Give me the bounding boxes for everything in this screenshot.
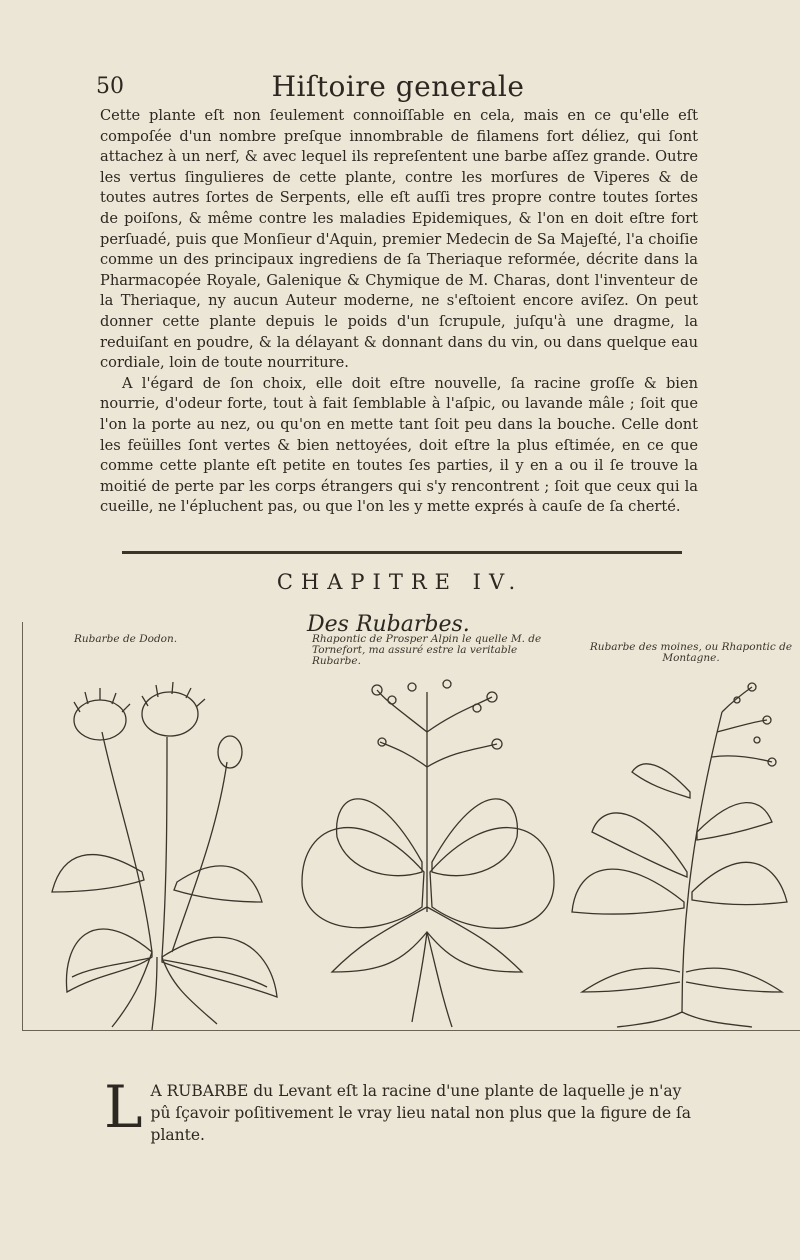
paragraph-2: A l'égard de ſon choix, elle doit eſtre nouvelle, ſa racine groſſe & bien nourrie, d'odeur forte, tout à fait ſemblable à l'aſpic, ou lavande mâle ; ſoit que l'on la porte au nez, ou qu'on en mette tant ſoit peu dans la bouche. Celle dont les feüilles ſont vertes & bien nettoyées, doit eſtre la plus eſtimée, en ce que comme cette plante eſt petite en toutes ſes parties, il y en a ou il ſe trouve la moitié de perte par les corps étrangers qui s'y rencontrent ; ſoit que ceux qui la cueille, ne l'épluchent pas, ou que l'on les y mette exprés à cauſe de ſa cherté. <box>100 374 698 516</box>
caption-middle: Rhapontic de Prosper Alpin le quelle M. de Tornefort, ma assuré estre la veritable Rubarbe. <box>312 633 542 667</box>
plant-illustration-right <box>562 672 800 1032</box>
engraving-plate <box>22 612 800 1032</box>
page-number: 50 <box>96 74 124 99</box>
caption-right: Rubarbe des moines, ou Rhapontic de Montagne. <box>589 641 793 664</box>
opening-text: A RUBARBE du Levant eſt la racine d'une plante de laquelle je n'ay pû ſçavoir poſitivement le vray lieu natal non plus que la figure de ſa plante. <box>150 1082 692 1144</box>
body-text <box>100 106 698 518</box>
plate-title: Des Rubarbes. <box>307 612 470 637</box>
section-rule <box>122 551 682 554</box>
page-header <box>96 70 700 110</box>
chapter-opening <box>104 1073 704 1146</box>
caption-left: Rubarbe de Dodon. <box>74 633 178 645</box>
plant-illustration-left <box>32 652 292 1032</box>
plant-illustration-middle <box>292 672 562 1032</box>
chapter-title: CHAPITRE IV. <box>276 570 524 594</box>
drop-cap: L <box>104 1073 143 1141</box>
paragraph-1: Cette plante eſt non ſeulement connoiſſable en cela, mais en ce qu'elle eſt compoſée d'un nombre preſque innombrable de filamens fort déliez, qui ſont attachez à un nerf, & avec lequel ils repreſentent une barbe aſſez grande. Outre les vertus ſingulieres de cette plante, contre les morſures de Viperes & de toutes autres ſortes de Serpents, elle eſt auſſi tres propre contre toutes ſortes de poiſons, & même contre les maladies Epidemiques, & l'on en doit eſtre fort perſuadé, puis que Monſieur d'Aquin, premier Medecin de Sa Majeſté, l'a choiſie comme un des principaux ingrediens de ſa Theriaque reformée, décrite dans la Pharmacopée Royale, Galenique & Chymique de M. Charas, dont l'inventeur de la Theriaque, ny aucun Auteur moderne, ne s'eſtoient encore aviſez. On peut donner cette plante depuis le poids d'un ſcrupule, juſqu'à une dragme, la reduiſant en poudre, & la délayant & donnant dans du vin, ou dans quelque eau cordiale, loin de toute nourriture. <box>100 107 698 372</box>
running-title: Hiſtoire generale <box>271 70 525 103</box>
